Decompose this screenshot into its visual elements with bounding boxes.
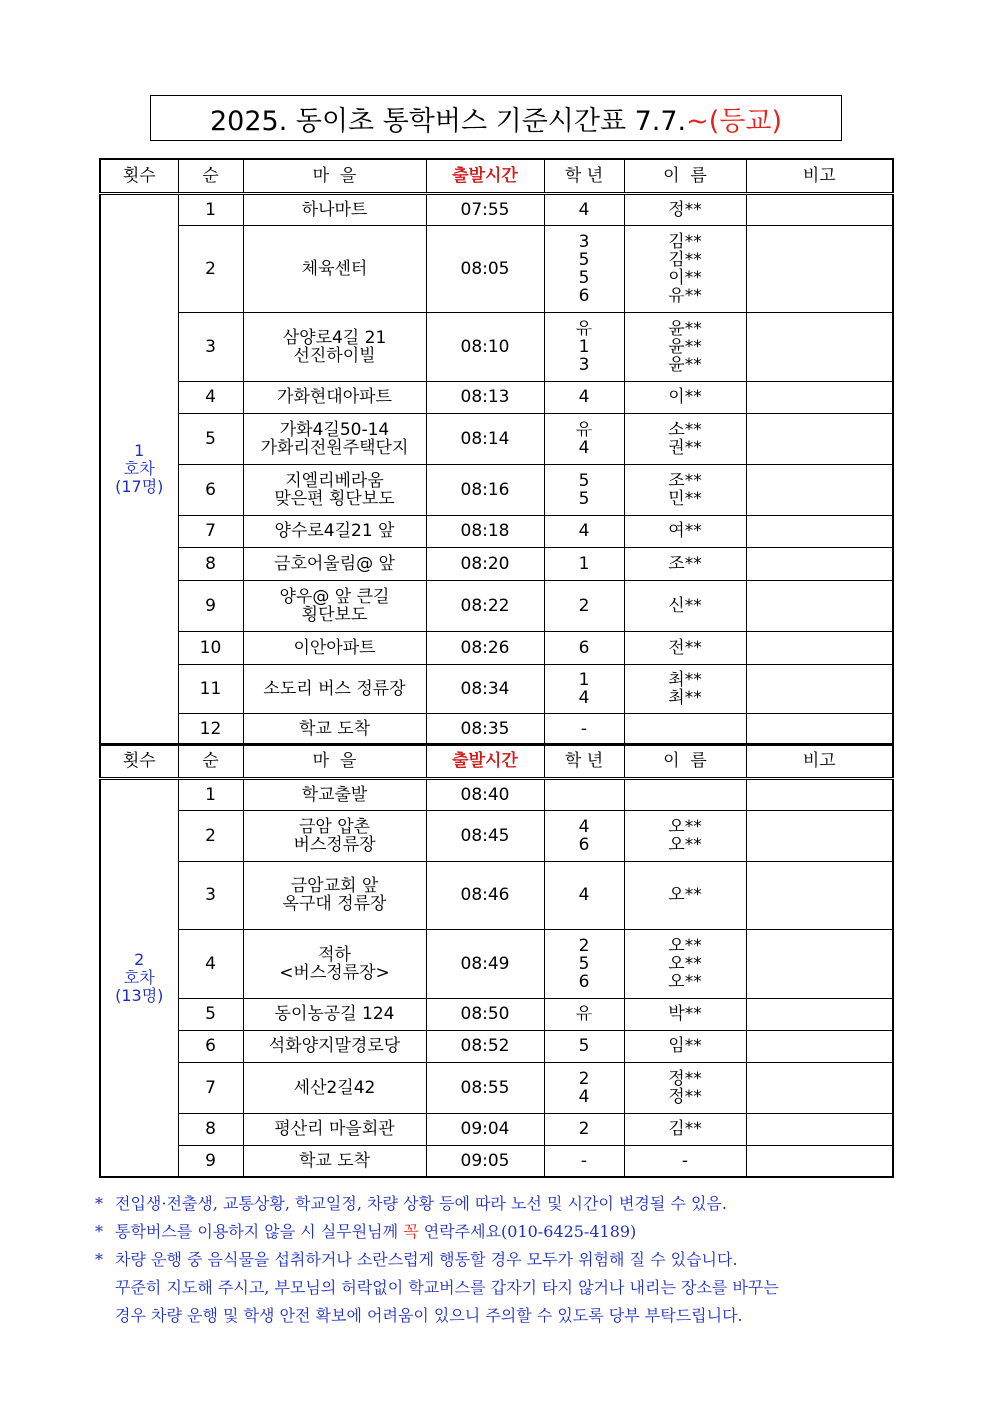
seq-cell: 5 [178,998,243,1030]
table-row [100,1062,893,1113]
table-row [100,1030,893,1062]
name-cell: 소** 권** [624,413,746,464]
header-note: 비고 [746,159,893,193]
bullet-star: * [95,1250,103,1269]
note-line-5: 경우 차량 운행 및 학생 안전 확보에 어려움이 있으니 주의할 수 있도록 당부 부탁드립니다. [115,1306,743,1325]
header-grade: 학 년 [544,159,624,193]
table-row [100,1113,893,1145]
header-row [100,159,893,193]
note-cell [746,547,893,580]
village-cell: 금암교회 앞 옥구대 정류장 [243,861,426,929]
village-cell: 세산2길42 [243,1062,426,1113]
name-cell: 오** 오** 오** [624,929,746,998]
village-cell: 이안아파트 [243,631,426,664]
depart-time-cell: 08:26 [426,631,544,664]
name-cell: 조** 민** [624,464,746,515]
village-cell: 지엘리베라움 맞은편 횡단보도 [243,464,426,515]
village-cell: 평산리 마을회관 [243,1113,426,1145]
note-cell [746,664,893,713]
note-line-4: 꾸준히 지도해 주시고, 부모님의 허락없이 학교버스를 갑자기 타지 않거나 내리는 장소를 바꾸는 [115,1278,779,1297]
village-cell: 적하 <버스정류장> [243,929,426,998]
seq-cell: 3 [178,312,243,381]
village-cell: 삼양로4길 21 선진하이빌 [243,312,426,381]
name-cell: 정** 정** [624,1062,746,1113]
name-cell: 임** [624,1030,746,1062]
village-cell: 소도리 버스 정류장 [243,664,426,713]
table-row [100,193,893,225]
village-cell: 금호어울림@ 앞 [243,547,426,580]
note-cell [746,810,893,861]
depart-time-cell: 08:18 [426,515,544,547]
title-suffix: ~(등교) [686,105,782,137]
note-line-1: * 전입생·전출생, 교통상황, 학교일정, 차량 상황 등에 따라 노선 및 시간이 변경될 수 있음. [95,1190,915,1218]
grade-cell: - [544,1145,624,1177]
seq-cell: 5 [178,413,243,464]
bus1-label: 1 호차 (17명) [100,193,178,745]
grade-cell: 4 [544,515,624,547]
table-row [100,580,893,631]
grade-cell: 2 [544,580,624,631]
name-cell: 정** [624,193,746,225]
table-row [100,713,893,745]
grade-cell: - [544,713,624,745]
depart-time-cell: 08:13 [426,381,544,413]
seq-cell: 3 [178,861,243,929]
header-name: 이 름 [624,744,746,778]
seq-cell: 9 [178,1145,243,1177]
note-cell [746,1062,893,1113]
grade-cell: 4 [544,861,624,929]
bus2-label: 2 호차 (13명) [100,778,178,1177]
note-cell [746,929,893,998]
table-row [100,998,893,1030]
table-row [100,413,893,464]
grade-cell: 유 1 3 [544,312,624,381]
grade-cell: 4 6 [544,810,624,861]
seq-cell: 12 [178,713,243,745]
grade-cell: 3 5 5 6 [544,225,624,312]
header-village: 마 을 [243,159,426,193]
grade-cell: 5 5 [544,464,624,515]
name-cell: 신** [624,580,746,631]
notes [95,1190,915,1330]
name-cell: 김** 김** 이** 유** [624,225,746,312]
table-row [100,547,893,580]
village-cell: 체육센터 [243,225,426,312]
village-cell: 학교출발 [243,778,426,810]
note-cell [746,998,893,1030]
name-cell: 여** [624,515,746,547]
village-cell: 가화현대아파트 [243,381,426,413]
depart-time-cell: 08:34 [426,664,544,713]
seq-cell: 1 [178,778,243,810]
note-line-2: * 통학버스를 이용하지 않을 시 실무원님께 꼭 연락주세요(010-6425-4189) [95,1218,915,1246]
depart-time-cell: 08:52 [426,1030,544,1062]
village-cell: 하나마트 [243,193,426,225]
seq-cell: 1 [178,193,243,225]
header-round: 횟수 [100,159,178,193]
village-cell: 동이농공길 124 [243,998,426,1030]
bus1-timetable [99,158,894,746]
grade-cell: 2 4 [544,1062,624,1113]
table-row [100,381,893,413]
name-cell [624,713,746,745]
depart-time-cell: 08:16 [426,464,544,515]
name-cell: 전** [624,631,746,664]
bullet-star: * [95,1222,103,1241]
depart-time-cell: 08:20 [426,547,544,580]
grade-cell: 2 5 6 [544,929,624,998]
grade-cell: 1 4 [544,664,624,713]
depart-time-cell: 08:05 [426,225,544,312]
grade-cell: 6 [544,631,624,664]
bullet-star: * [95,1194,103,1213]
seq-cell: 10 [178,631,243,664]
table-row [100,664,893,713]
table-row [100,810,893,861]
header-seq: 순 [178,159,243,193]
depart-time-cell: 08:35 [426,713,544,745]
title-prefix: 2025. 동이초 통학버스 기준시간표 7.7. [210,105,687,137]
table-row [100,778,893,810]
name-cell: 박** [624,998,746,1030]
header-note: 비고 [746,744,893,778]
table-row [100,631,893,664]
name-cell: 이** [624,381,746,413]
table-row [100,861,893,929]
village-cell: 석화양지말경로당 [243,1030,426,1062]
seq-cell: 9 [178,580,243,631]
emphasis-text: 꼭 [403,1222,419,1241]
table-row [100,929,893,998]
depart-time-cell: 08:50 [426,998,544,1030]
seq-cell: 8 [178,1113,243,1145]
depart-time-cell: 09:04 [426,1113,544,1145]
depart-time-cell: 08:10 [426,312,544,381]
seq-cell: 4 [178,381,243,413]
page-title [150,95,842,141]
table-row [100,515,893,547]
header-grade: 학 년 [544,744,624,778]
seq-cell: 2 [178,810,243,861]
seq-cell: 7 [178,1062,243,1113]
header-village: 마 을 [243,744,426,778]
header-seq: 순 [178,744,243,778]
table-row [100,312,893,381]
seq-cell: 7 [178,515,243,547]
depart-time-cell: 09:05 [426,1145,544,1177]
depart-time-cell: 08:40 [426,778,544,810]
depart-time-cell: 08:46 [426,861,544,929]
seq-cell: 8 [178,547,243,580]
seq-cell: 11 [178,664,243,713]
note-cell [746,464,893,515]
village-cell: 학교 도착 [243,1145,426,1177]
note-line-3: * 차량 운행 중 음식물을 섭취하거나 소란스럽게 행동할 경우 모두가 위험해 질 수 있습니다. [95,1246,915,1274]
grade-cell: 유 [544,998,624,1030]
seq-cell: 6 [178,464,243,515]
seq-cell: 4 [178,929,243,998]
note-cell [746,861,893,929]
depart-time-cell: 08:55 [426,1062,544,1113]
name-cell: 최** 최** [624,664,746,713]
depart-time-cell: 07:55 [426,193,544,225]
header-round: 횟수 [100,744,178,778]
note-cell [746,312,893,381]
name-cell: 오** 오** [624,810,746,861]
village-cell: 양수로4길21 앞 [243,515,426,547]
note-cell [746,1113,893,1145]
name-cell [624,778,746,810]
header-name: 이 름 [624,159,746,193]
depart-time-cell: 08:14 [426,413,544,464]
grade-cell: 4 [544,381,624,413]
grade-cell: 2 [544,1113,624,1145]
note-cell [746,580,893,631]
grade-cell: 5 [544,1030,624,1062]
depart-time-cell: 08:22 [426,580,544,631]
name-cell: 윤** 윤** 윤** [624,312,746,381]
name-cell: - [624,1145,746,1177]
header-depart-time: 출발시간 [426,159,544,193]
grade-cell [544,778,624,810]
depart-time-cell: 08:49 [426,929,544,998]
note-cell [746,193,893,225]
note-cell [746,778,893,810]
note-cell [746,413,893,464]
name-cell: 김** [624,1113,746,1145]
note-cell [746,225,893,312]
grade-cell: 4 [544,193,624,225]
seq-cell: 2 [178,225,243,312]
note-cell [746,381,893,413]
header-row [100,744,893,778]
grade-cell: 1 [544,547,624,580]
village-cell: 학교 도착 [243,713,426,745]
depart-time-cell: 08:45 [426,810,544,861]
table-row [100,464,893,515]
grade-cell: 유 4 [544,413,624,464]
note-cell [746,713,893,745]
table-row [100,225,893,312]
name-cell: 조** [624,547,746,580]
note-cell [746,631,893,664]
note-cell [746,1145,893,1177]
table-row [100,1145,893,1177]
note-cell [746,515,893,547]
name-cell: 오** [624,861,746,929]
header-depart-time: 출발시간 [426,744,544,778]
village-cell: 가화4길50-14 가화리전원주택단지 [243,413,426,464]
seq-cell: 6 [178,1030,243,1062]
village-cell: 금암 압촌 버스정류장 [243,810,426,861]
bus2-timetable [99,743,894,1178]
village-cell: 양우@ 앞 큰길 횡단보도 [243,580,426,631]
note-cell [746,1030,893,1062]
